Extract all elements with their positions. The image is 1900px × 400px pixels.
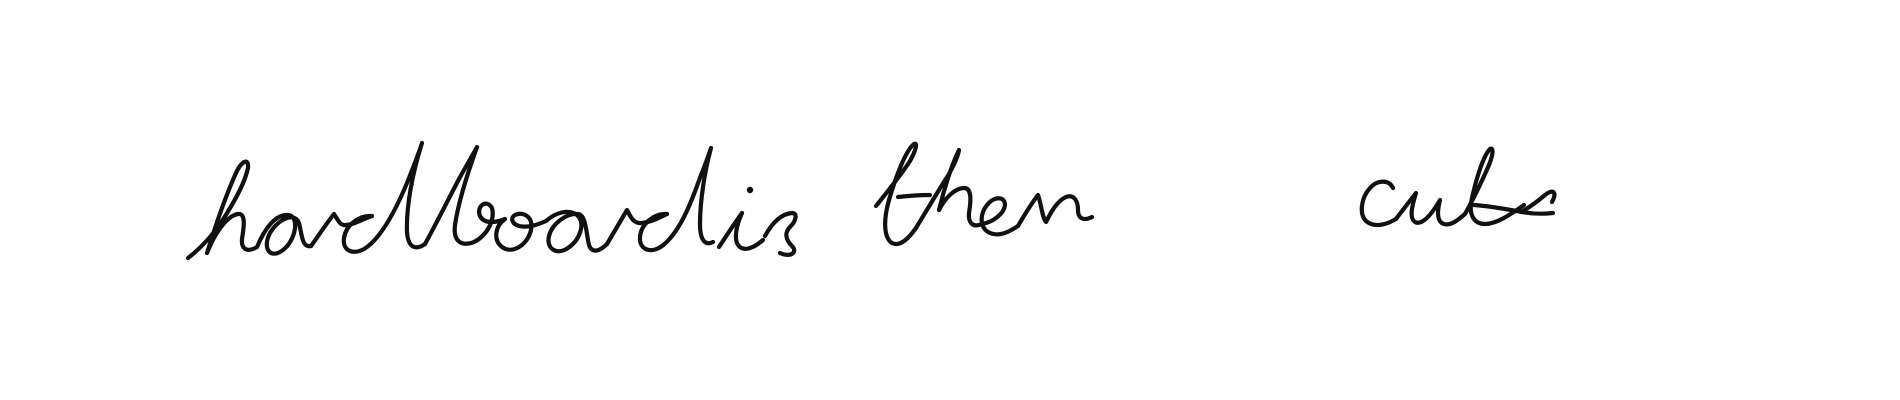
handwritten-word-then bbox=[876, 144, 1092, 244]
handwritten-word-cut bbox=[1362, 149, 1555, 225]
handwritten-word-hardboard bbox=[188, 143, 713, 258]
handwritten-word-is bbox=[719, 187, 796, 255]
